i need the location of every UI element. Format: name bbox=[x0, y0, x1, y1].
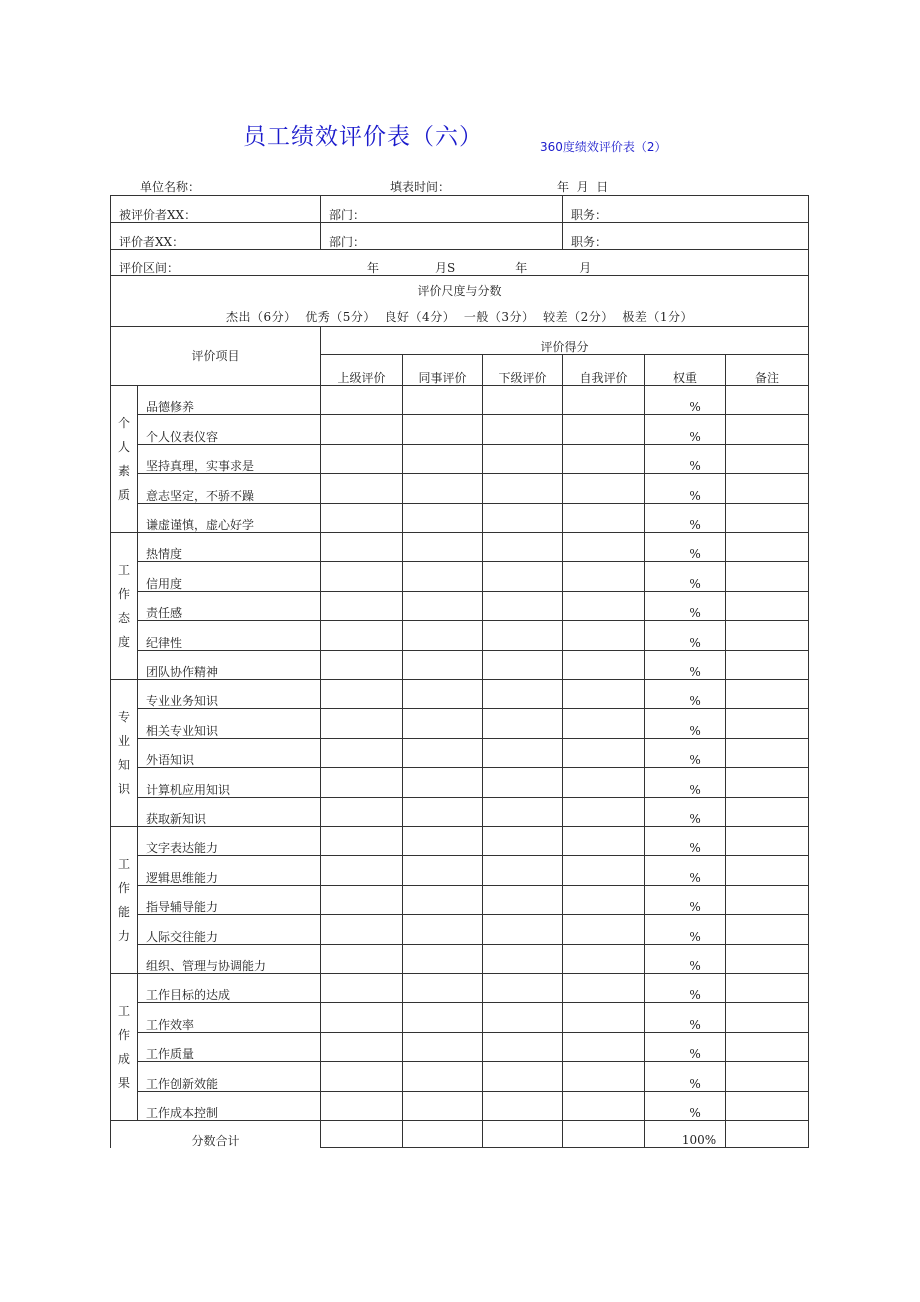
peer-score-cell[interactable] bbox=[403, 621, 483, 651]
self-score-cell[interactable] bbox=[563, 1003, 645, 1033]
self-score-cell[interactable] bbox=[563, 856, 645, 886]
peer-score-cell[interactable] bbox=[403, 945, 483, 974]
peer-score-cell[interactable] bbox=[403, 533, 483, 562]
superior-score-cell[interactable] bbox=[321, 621, 403, 651]
category-cell bbox=[111, 680, 138, 827]
subordinate-score-cell[interactable] bbox=[483, 915, 563, 945]
page-title: 员工绩效评价表（六） bbox=[243, 124, 483, 150]
evaluatee-position-cell[interactable] bbox=[563, 196, 809, 223]
superior-score-cell[interactable] bbox=[321, 1062, 403, 1092]
item-name: 意志坚定，不骄不躁 bbox=[138, 474, 321, 504]
self-score-cell[interactable] bbox=[563, 445, 645, 474]
self-score-cell[interactable] bbox=[563, 768, 645, 798]
department-label: 部门： bbox=[329, 235, 366, 249]
remark-cell[interactable] bbox=[726, 739, 809, 768]
category-char: 人 bbox=[117, 440, 130, 454]
remark-cell[interactable] bbox=[726, 680, 809, 709]
weight-cell[interactable]: % bbox=[645, 798, 726, 827]
category-char: 作 bbox=[117, 587, 130, 601]
table-row bbox=[111, 533, 809, 562]
weight-cell[interactable]: % bbox=[645, 621, 726, 651]
category-char: 作 bbox=[117, 881, 130, 895]
total-subordinate-cell[interactable] bbox=[483, 1121, 563, 1148]
weight-cell[interactable]: % bbox=[645, 533, 726, 562]
superior-score-cell[interactable] bbox=[321, 886, 403, 915]
remark-cell[interactable] bbox=[726, 445, 809, 474]
remark-cell[interactable] bbox=[726, 562, 809, 592]
remark-cell[interactable] bbox=[726, 886, 809, 915]
remark-cell[interactable] bbox=[726, 709, 809, 739]
total-peer-cell[interactable] bbox=[403, 1121, 483, 1148]
total-weight: 100% bbox=[645, 1121, 726, 1148]
remark-cell[interactable] bbox=[726, 798, 809, 827]
category-char: 态 bbox=[117, 611, 130, 625]
subordinate-score-cell[interactable] bbox=[483, 709, 563, 739]
weight-cell[interactable]: % bbox=[645, 680, 726, 709]
superior-score-cell[interactable] bbox=[321, 592, 403, 621]
remark-cell[interactable] bbox=[726, 621, 809, 651]
weight-cell[interactable]: % bbox=[645, 592, 726, 621]
table-row bbox=[111, 680, 809, 709]
category-char: 工 bbox=[117, 563, 130, 577]
evaluation-table bbox=[110, 195, 809, 1148]
category-char: 度 bbox=[117, 635, 130, 649]
superior-score-cell[interactable] bbox=[321, 680, 403, 709]
remark-cell[interactable] bbox=[726, 504, 809, 533]
remark-cell[interactable] bbox=[726, 768, 809, 798]
weight-cell[interactable]: % bbox=[645, 827, 726, 856]
peer-score-cell[interactable] bbox=[403, 562, 483, 592]
remark-cell[interactable] bbox=[726, 1062, 809, 1092]
peer-score-cell[interactable] bbox=[403, 739, 483, 768]
remark-cell[interactable] bbox=[726, 474, 809, 504]
remark-cell[interactable] bbox=[726, 1092, 809, 1121]
remark-cell[interactable] bbox=[726, 915, 809, 945]
item-name: 计算机应用知识 bbox=[138, 768, 321, 798]
self-score-cell[interactable] bbox=[563, 651, 645, 680]
weight-cell[interactable]: % bbox=[645, 886, 726, 915]
subordinate-score-cell[interactable] bbox=[483, 827, 563, 856]
scale-title: 评价尺度与分数 bbox=[417, 284, 502, 298]
peer-score-cell[interactable] bbox=[403, 474, 483, 504]
category-cell bbox=[111, 974, 138, 1121]
superior-score-cell[interactable] bbox=[321, 415, 403, 445]
superior-score-cell[interactable] bbox=[321, 709, 403, 739]
item-name: 人际交往能力 bbox=[138, 915, 321, 945]
weight-cell[interactable]: % bbox=[645, 1003, 726, 1033]
weight-cell[interactable]: % bbox=[645, 386, 726, 415]
item-name: 工作创新效能 bbox=[138, 1062, 321, 1092]
item-name: 文字表达能力 bbox=[138, 827, 321, 856]
remark-cell[interactable] bbox=[726, 856, 809, 886]
category-char: 能 bbox=[117, 905, 130, 919]
table-row bbox=[111, 474, 809, 504]
peer-score-cell[interactable] bbox=[403, 1003, 483, 1033]
table-row bbox=[111, 915, 809, 945]
table-row bbox=[111, 651, 809, 680]
table-row bbox=[111, 1092, 809, 1121]
weight-cell[interactable]: % bbox=[645, 651, 726, 680]
weight-cell[interactable]: % bbox=[645, 856, 726, 886]
peer-score-cell[interactable] bbox=[403, 798, 483, 827]
superior-score-cell[interactable] bbox=[321, 445, 403, 474]
category-char: 个 bbox=[117, 416, 130, 430]
item-name: 逻辑思维能力 bbox=[138, 856, 321, 886]
period-month-end: 月 bbox=[579, 261, 592, 275]
peer-score-cell[interactable] bbox=[403, 504, 483, 533]
score-header: 评价得分 bbox=[321, 327, 809, 355]
self-score-cell[interactable] bbox=[563, 886, 645, 915]
total-label: 分数合计 bbox=[111, 1121, 321, 1148]
superior-score-cell[interactable] bbox=[321, 827, 403, 856]
subordinate-score-cell[interactable] bbox=[483, 1092, 563, 1121]
self-score-cell[interactable] bbox=[563, 739, 645, 768]
table-row bbox=[111, 709, 809, 739]
peer-score-cell[interactable] bbox=[403, 386, 483, 415]
table-row bbox=[111, 886, 809, 915]
item-name: 获取新知识 bbox=[138, 798, 321, 827]
superior-score-cell[interactable] bbox=[321, 533, 403, 562]
evaluatee-department-cell[interactable] bbox=[321, 196, 563, 223]
self-score-cell[interactable] bbox=[563, 415, 645, 445]
peer-score-cell[interactable] bbox=[403, 886, 483, 915]
position-label: 职务： bbox=[571, 208, 608, 222]
weight-cell[interactable]: % bbox=[645, 739, 726, 768]
position-label: 职务： bbox=[571, 235, 608, 249]
remark-cell[interactable] bbox=[726, 945, 809, 974]
peer-score-cell[interactable] bbox=[403, 592, 483, 621]
category-char: 业 bbox=[117, 734, 130, 748]
evaluator-cell[interactable] bbox=[111, 223, 321, 250]
weight-cell[interactable]: % bbox=[645, 415, 726, 445]
superior-score-cell[interactable] bbox=[321, 474, 403, 504]
item-name: 坚持真理，实事求是 bbox=[138, 445, 321, 474]
peer-score-cell[interactable] bbox=[403, 1062, 483, 1092]
superior-score-cell[interactable] bbox=[321, 798, 403, 827]
remark-cell[interactable] bbox=[726, 1033, 809, 1062]
remark-header: 备注 bbox=[726, 355, 809, 386]
peer-score-cell[interactable] bbox=[403, 974, 483, 1003]
subordinate-header: 下级评价 bbox=[483, 355, 563, 386]
subordinate-score-cell[interactable] bbox=[483, 386, 563, 415]
table-row bbox=[111, 974, 809, 1003]
peer-score-cell[interactable] bbox=[403, 415, 483, 445]
weight-cell[interactable]: % bbox=[645, 1092, 726, 1121]
category-char: 工 bbox=[117, 1004, 130, 1018]
subordinate-score-cell[interactable] bbox=[483, 945, 563, 974]
self-score-cell[interactable] bbox=[563, 945, 645, 974]
evaluator-department-cell[interactable] bbox=[321, 223, 563, 250]
subordinate-score-cell[interactable] bbox=[483, 798, 563, 827]
weight-header: 权重 bbox=[645, 355, 726, 386]
category-char: 工 bbox=[117, 857, 130, 871]
superior-score-cell[interactable] bbox=[321, 562, 403, 592]
subordinate-score-cell[interactable] bbox=[483, 1062, 563, 1092]
table-row bbox=[111, 1062, 809, 1092]
remark-cell[interactable] bbox=[726, 827, 809, 856]
peer-score-cell[interactable] bbox=[403, 651, 483, 680]
superior-score-cell[interactable] bbox=[321, 915, 403, 945]
self-header: 自我评价 bbox=[563, 355, 645, 386]
category-char: 果 bbox=[117, 1076, 130, 1090]
weight-cell[interactable]: % bbox=[645, 1033, 726, 1062]
remark-cell[interactable] bbox=[726, 651, 809, 680]
table-row bbox=[111, 386, 809, 415]
superior-score-cell[interactable] bbox=[321, 504, 403, 533]
table-row bbox=[111, 768, 809, 798]
remark-cell[interactable] bbox=[726, 592, 809, 621]
weight-cell[interactable]: % bbox=[645, 474, 726, 504]
weight-cell[interactable]: % bbox=[645, 562, 726, 592]
subordinate-score-cell[interactable] bbox=[483, 1033, 563, 1062]
evaluator-position-cell[interactable] bbox=[563, 223, 809, 250]
self-score-cell[interactable] bbox=[563, 915, 645, 945]
peer-score-cell[interactable] bbox=[403, 1092, 483, 1121]
category-char: 力 bbox=[117, 929, 130, 943]
item-name: 外语知识 bbox=[138, 739, 321, 768]
self-score-cell[interactable] bbox=[563, 827, 645, 856]
self-score-cell[interactable] bbox=[563, 680, 645, 709]
subordinate-score-cell[interactable] bbox=[483, 415, 563, 445]
remark-cell[interactable] bbox=[726, 974, 809, 1003]
category-char: 作 bbox=[117, 1028, 130, 1042]
weight-cell[interactable]: % bbox=[645, 768, 726, 798]
superior-score-cell[interactable] bbox=[321, 945, 403, 974]
self-score-cell[interactable] bbox=[563, 592, 645, 621]
superior-score-cell[interactable] bbox=[321, 386, 403, 415]
superior-score-cell[interactable] bbox=[321, 739, 403, 768]
subordinate-score-cell[interactable] bbox=[483, 651, 563, 680]
total-remark-cell[interactable] bbox=[726, 1121, 809, 1148]
scale-cell bbox=[111, 276, 809, 327]
weight-cell[interactable]: % bbox=[645, 445, 726, 474]
category-char: 成 bbox=[117, 1052, 130, 1066]
subordinate-score-cell[interactable] bbox=[483, 533, 563, 562]
self-score-cell[interactable] bbox=[563, 474, 645, 504]
remark-cell[interactable] bbox=[726, 533, 809, 562]
superior-score-cell[interactable] bbox=[321, 651, 403, 680]
period-label: 评价区间： bbox=[119, 261, 180, 275]
period-month-start: 月S bbox=[435, 261, 456, 275]
self-score-cell[interactable] bbox=[563, 504, 645, 533]
subordinate-score-cell[interactable] bbox=[483, 592, 563, 621]
subordinate-score-cell[interactable] bbox=[483, 445, 563, 474]
subordinate-score-cell[interactable] bbox=[483, 1003, 563, 1033]
scale-line: 杰出（6分） 优秀（5分） 良好（4分） 一般（3分） 较差（2分） 极差（1分） bbox=[226, 310, 693, 324]
table-row bbox=[111, 739, 809, 768]
fill-time-label: 填表时间： bbox=[390, 180, 451, 194]
category-cell bbox=[111, 386, 138, 533]
item-name: 指导辅导能力 bbox=[138, 886, 321, 915]
period-year-start: 年 bbox=[367, 261, 380, 275]
table-row bbox=[111, 798, 809, 827]
remark-cell[interactable] bbox=[726, 1003, 809, 1033]
table-row bbox=[111, 445, 809, 474]
table-row bbox=[111, 827, 809, 856]
department-label: 部门： bbox=[329, 208, 366, 222]
peer-score-cell[interactable] bbox=[403, 680, 483, 709]
weight-cell[interactable]: % bbox=[645, 709, 726, 739]
table-row bbox=[111, 562, 809, 592]
item-name: 个人仪表仪容 bbox=[138, 415, 321, 445]
evaluator-label: 评价者XX： bbox=[119, 235, 185, 249]
category-char: 专 bbox=[117, 710, 130, 724]
item-name: 专业业务知识 bbox=[138, 680, 321, 709]
category-char: 知 bbox=[117, 758, 130, 772]
total-self-cell[interactable] bbox=[563, 1121, 645, 1148]
peer-score-cell[interactable] bbox=[403, 856, 483, 886]
self-score-cell[interactable] bbox=[563, 974, 645, 1003]
item-name: 团队协作精神 bbox=[138, 651, 321, 680]
page-subtitle: 360度绩效评价表（2） bbox=[540, 140, 667, 154]
subordinate-score-cell[interactable] bbox=[483, 562, 563, 592]
table-row bbox=[111, 504, 809, 533]
total-superior-cell[interactable] bbox=[321, 1121, 403, 1148]
item-name: 品德修养 bbox=[138, 386, 321, 415]
weight-cell[interactable]: % bbox=[645, 1062, 726, 1092]
category-char: 素 bbox=[117, 464, 130, 478]
table-row bbox=[111, 1033, 809, 1062]
item-header: 评价项目 bbox=[111, 327, 321, 386]
subordinate-score-cell[interactable] bbox=[483, 621, 563, 651]
weight-cell[interactable]: % bbox=[645, 945, 726, 974]
self-score-cell[interactable] bbox=[563, 562, 645, 592]
weight-cell[interactable]: % bbox=[645, 504, 726, 533]
peer-score-cell[interactable] bbox=[403, 1033, 483, 1062]
peer-header: 同事评价 bbox=[403, 355, 483, 386]
period-cell[interactable] bbox=[111, 250, 809, 276]
category-cell bbox=[111, 827, 138, 974]
superior-score-cell[interactable] bbox=[321, 1092, 403, 1121]
self-score-cell[interactable] bbox=[563, 798, 645, 827]
table-row bbox=[111, 1003, 809, 1033]
item-name: 谦虚谨慎，虚心好学 bbox=[138, 504, 321, 533]
unit-name-label: 单位名称： bbox=[140, 180, 201, 194]
item-name: 工作质量 bbox=[138, 1033, 321, 1062]
item-name: 组织、管理与协调能力 bbox=[138, 945, 321, 974]
item-name: 工作效率 bbox=[138, 1003, 321, 1033]
superior-score-cell[interactable] bbox=[321, 1003, 403, 1033]
superior-score-cell[interactable] bbox=[321, 768, 403, 798]
peer-score-cell[interactable] bbox=[403, 768, 483, 798]
peer-score-cell[interactable] bbox=[403, 709, 483, 739]
total-row bbox=[111, 1121, 809, 1148]
evaluatee-label: 被评价者XX： bbox=[119, 208, 197, 222]
superior-score-cell[interactable] bbox=[321, 974, 403, 1003]
item-name: 工作目标的达成 bbox=[138, 974, 321, 1003]
category-char: 质 bbox=[117, 488, 130, 502]
table-row bbox=[111, 592, 809, 621]
table-row bbox=[111, 856, 809, 886]
subordinate-score-cell[interactable] bbox=[483, 974, 563, 1003]
item-name: 热情度 bbox=[138, 533, 321, 562]
superior-score-cell[interactable] bbox=[321, 856, 403, 886]
category-cell bbox=[111, 533, 138, 680]
subordinate-score-cell[interactable] bbox=[483, 856, 563, 886]
item-name: 工作成本控制 bbox=[138, 1092, 321, 1121]
table-row bbox=[111, 415, 809, 445]
period-year-end: 年 bbox=[515, 261, 528, 275]
fill-date-label: 年 月 日 bbox=[557, 180, 609, 194]
evaluatee-cell[interactable] bbox=[111, 196, 321, 223]
subordinate-score-cell[interactable] bbox=[483, 739, 563, 768]
superior-header: 上级评价 bbox=[321, 355, 403, 386]
weight-cell[interactable]: % bbox=[645, 974, 726, 1003]
subordinate-score-cell[interactable] bbox=[483, 768, 563, 798]
category-char: 识 bbox=[117, 782, 130, 796]
table-row bbox=[111, 621, 809, 651]
item-name: 纪律性 bbox=[138, 621, 321, 651]
peer-score-cell[interactable] bbox=[403, 827, 483, 856]
remark-cell[interactable] bbox=[726, 386, 809, 415]
self-score-cell[interactable] bbox=[563, 533, 645, 562]
subordinate-score-cell[interactable] bbox=[483, 886, 563, 915]
self-score-cell[interactable] bbox=[563, 1033, 645, 1062]
item-name: 相关专业知识 bbox=[138, 709, 321, 739]
self-score-cell[interactable] bbox=[563, 386, 645, 415]
self-score-cell[interactable] bbox=[563, 1092, 645, 1121]
item-name: 责任感 bbox=[138, 592, 321, 621]
table-row bbox=[111, 945, 809, 974]
self-score-cell[interactable] bbox=[563, 621, 645, 651]
subordinate-score-cell[interactable] bbox=[483, 504, 563, 533]
subordinate-score-cell[interactable] bbox=[483, 474, 563, 504]
peer-score-cell[interactable] bbox=[403, 445, 483, 474]
subordinate-score-cell[interactable] bbox=[483, 680, 563, 709]
peer-score-cell[interactable] bbox=[403, 915, 483, 945]
superior-score-cell[interactable] bbox=[321, 1033, 403, 1062]
item-name: 信用度 bbox=[138, 562, 321, 592]
self-score-cell[interactable] bbox=[563, 709, 645, 739]
weight-cell[interactable]: % bbox=[645, 915, 726, 945]
remark-cell[interactable] bbox=[726, 415, 809, 445]
self-score-cell[interactable] bbox=[563, 1062, 645, 1092]
